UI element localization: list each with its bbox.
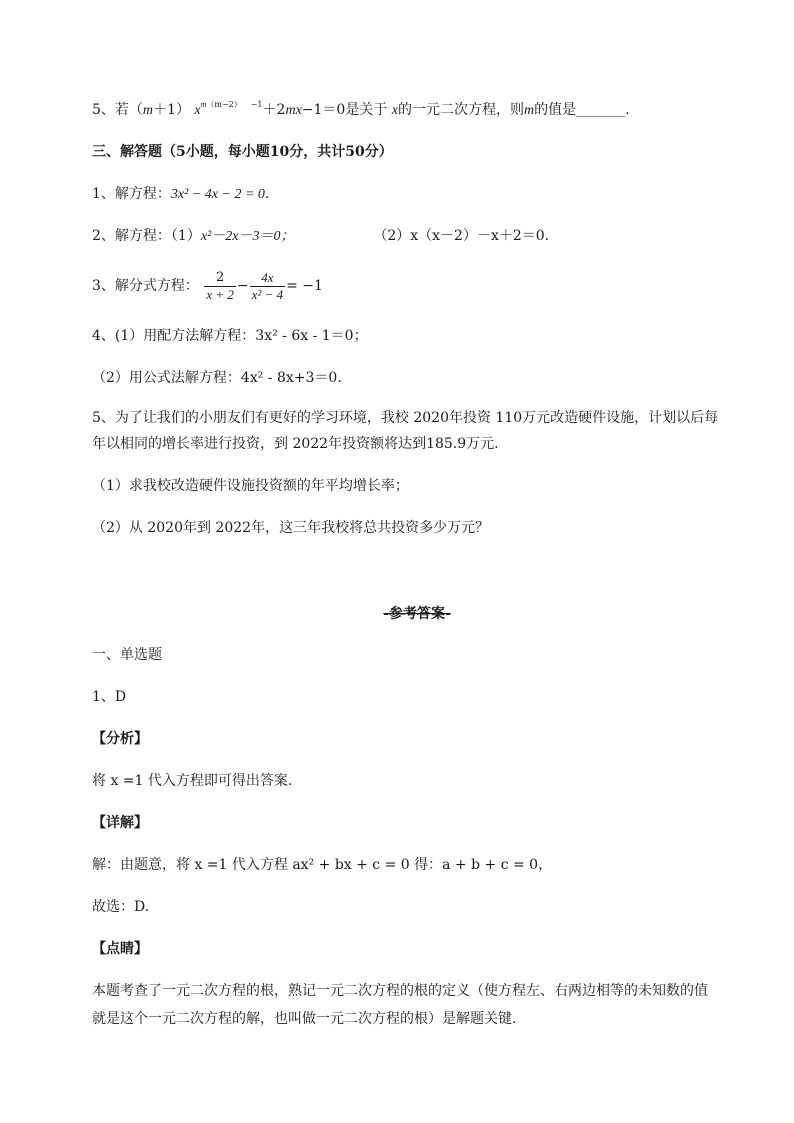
problem-1-suffix: .: [264, 186, 270, 202]
problem-4b-equation: 4x² - 8x+3＝0.: [240, 370, 342, 386]
q5-text: ＋1）: [153, 102, 190, 118]
problem-4a-label: 4、(1）用配方法解方程：: [92, 328, 256, 344]
q5-text: 5、若（: [92, 102, 143, 118]
problem-3-label: 3、解分式方程：: [92, 278, 199, 294]
problem-2-equation-1: x²－2x－3＝0；: [200, 229, 295, 244]
problem-4a: [92, 326, 368, 346]
analysis-tag: 【分析】: [92, 731, 148, 747]
problem-2: [92, 226, 549, 247]
fraction-2-denominator: x² − 4: [251, 286, 284, 302]
problem-4b-label: （2）用公式法解方程：: [92, 370, 241, 386]
choice-text: 故选：D.: [92, 899, 150, 915]
problem-5-sub-2: （2）从 2020年到 2022年，这三年我校将总共投资多少万元？: [92, 520, 490, 536]
q5-var: m: [142, 103, 154, 118]
q5-var: x: [391, 103, 398, 118]
problem-3: [92, 268, 323, 304]
problem-4a-equation: 3x² - 6x - 1＝0；: [255, 328, 368, 344]
problem-5-line-1: 5、为了让我们的小朋友们有更好的学习环境，我校 2020年投资 110万元改造硬件设施，计划以后每: [92, 410, 719, 426]
fraction-1: [204, 270, 236, 303]
problem-1-label: 1、解方程：: [92, 186, 171, 202]
detail-tag: 【详解】: [92, 815, 148, 831]
problem-5-line-2: 年以相同的增长率进行投资，到 2022年投资额将达到185.9万元.: [92, 436, 499, 452]
analysis-text: 将 x =1 代入方程即可得出答案.: [92, 773, 293, 789]
fraction-1-denominator: x + 2: [206, 286, 234, 302]
q5-text: ＋2: [262, 102, 286, 118]
q5-var: m: [524, 103, 535, 118]
q5-exp: （m−2）: [206, 100, 242, 109]
problem-4b: [92, 368, 342, 388]
minus-sign: −: [236, 278, 249, 294]
fraction-1-numerator: 2: [216, 269, 225, 285]
answer-title: -参考答案-: [383, 606, 451, 622]
q5-var: x: [194, 103, 201, 118]
problem-1-equation: 3x² − 4x − 2 = 0: [170, 187, 265, 202]
problem-2-label: 2、解方程：（1）: [92, 228, 201, 244]
problem-2-equation-2: （2）x（x－2）－x＋2＝0.: [373, 228, 550, 244]
problem-1: [92, 184, 269, 205]
q5-var: m: [285, 103, 296, 118]
q5-exp: −1: [250, 100, 263, 109]
comment-line-1: 本题考查了一元二次方程的根，熟记一元二次方程的根的定义（使方程左、右两边相等的未知数的值: [92, 983, 708, 999]
q5-text: 的一元二次方程，则: [398, 102, 524, 118]
answer-section-title: 一、单选题: [92, 647, 162, 663]
q5-exp: m: [200, 100, 207, 109]
section-3-title: 三、解答题（5小题，每小题10分，共计50分）: [92, 144, 393, 160]
question-5-fill: [92, 100, 630, 121]
q5-text: −1＝0是关于: [301, 102, 388, 118]
answer-1: 1、D: [92, 689, 127, 705]
fraction-2-numerator: 4x: [261, 269, 274, 285]
detail-text: 解：由题意，将 x =1 代入方程 ax² + bx + c = 0 得：a + b + c = 0，: [92, 857, 553, 873]
comment-tag: 【点睛】: [92, 941, 148, 957]
q5-text: 的值是_______.: [534, 102, 630, 118]
problem-3-rhs: = −1: [286, 278, 323, 294]
comment-line-2: 就是这个一元二次方程的解，也叫做一元二次方程的根）是解题关键.: [92, 1011, 517, 1027]
q5-var: x: [295, 103, 302, 118]
fraction-2: [250, 270, 285, 303]
problem-5-sub-1: （1）求我校改造硬件设施投资额的年平均增长率；: [92, 478, 409, 494]
